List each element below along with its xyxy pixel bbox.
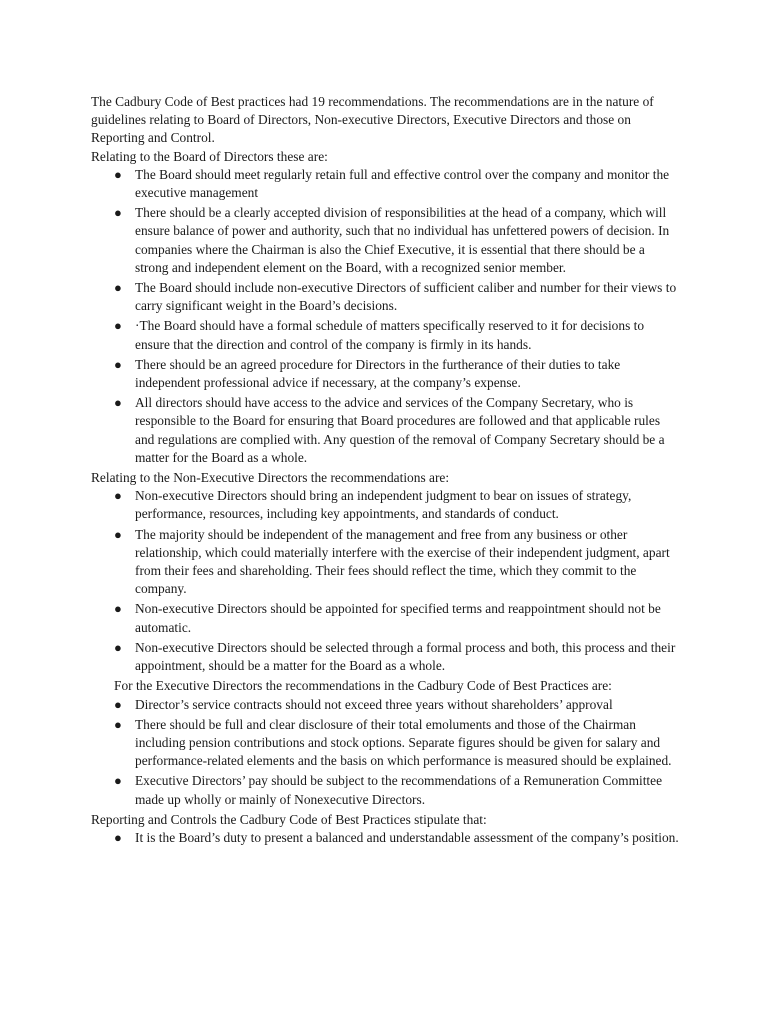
intro-paragraph: The Cadbury Code of Best practices had 19 recommendations. The recommendations are in the nature of guidelines relating to Board of Directors, Non-executive Directors, Executive Directors and those on Reporting and Control.	[91, 94, 654, 146]
board-heading: Relating to the Board of Directors these are:	[91, 148, 328, 164]
nonexec-list	[91, 487, 681, 675]
list-item	[91, 279, 681, 315]
list-item-text: Non-executive Directors should be selected through a formal process and both, this process and their appointment, should be a matter for the Board as a whole.	[135, 639, 676, 674]
reporting-list	[91, 829, 681, 847]
bullet-icon: ●	[114, 696, 122, 712]
bullet-icon: ●	[114, 166, 122, 182]
list-item-text: Non-executive Directors should bring an independent judgment to bear on issues of strategy, performance, resources, including key appointments, and standards of conduct.	[135, 488, 632, 522]
bullet-icon: ●	[114, 829, 122, 845]
list-item	[91, 394, 681, 467]
bullet-icon: ●	[114, 318, 122, 334]
list-item-text: There should be a clearly accepted division of responsibilities at the head of a company, which will ensure balance of power and authority, such that no individual has unfettered powers of decision. In companies where the Chairman is also the Chief Executive, it is essential that there should be a strong and independent element on the Board, with a recognized senior member.	[135, 205, 670, 275]
list-item	[91, 829, 681, 847]
list-item-text: All directors should have access to the advice and services of the Company Secretary, who is responsible to the Board for ensuring that Board procedures are followed and that applicable rules and regulations are complied with. Any question of the removal of Company Secretary should be a matter for the Board as a whole.	[135, 395, 665, 465]
list-item	[91, 772, 681, 808]
list-item	[91, 356, 681, 392]
bullet-icon: ●	[114, 488, 122, 504]
list-item-text: It is the Board’s duty to present a balanced and understandable assessment of the company’s position.	[135, 829, 679, 845]
reporting-heading: Reporting and Controls the Cadbury Code of Best Practices stipulate that:	[91, 811, 487, 827]
list-item	[91, 317, 681, 353]
list-item-text: There should be an agreed procedure for Directors in the furtherance of their duties to take independent professional advice if necessary, at the company’s expense.	[135, 356, 621, 391]
list-item-text: There should be full and clear disclosure of their total emoluments and those of the Chairman including pension contributions and stock options. Separate figures should be given for salary and performance-related elements and the basis on which performance is measured should be explained.	[135, 716, 672, 769]
list-item	[91, 204, 681, 277]
list-item-text: The Board should include non-executive Directors of sufficient caliber and number for their views to carry significant weight in the Board’s decisions.	[135, 280, 677, 314]
list-item-text: Executive Directors’ pay should be subject to the recommendations of a Remuneration Committee made up wholly or mainly of Nonexecutive Directors.	[135, 773, 663, 807]
exec-heading: For the Executive Directors the recommendations in the Cadbury Code of Best Practices are:	[114, 678, 612, 694]
list-item-text: The Board should meet regularly retain full and effective control over the company and monitor the executive management	[135, 166, 670, 201]
bullet-icon: ●	[114, 773, 122, 789]
list-item	[91, 696, 681, 714]
board-list	[91, 166, 681, 467]
document-body	[91, 93, 681, 849]
list-item-text: ·The Board should have a formal schedule of matters specifically reserved to it for decisions to ensure that the direction and control of the company is firmly in its hands.	[135, 318, 645, 352]
bullet-icon: ●	[114, 280, 122, 296]
bullet-icon: ●	[114, 205, 122, 221]
bullet-icon: ●	[114, 395, 122, 411]
bullet-icon: ●	[114, 526, 122, 542]
list-item	[91, 526, 681, 599]
list-item-text: The majority should be independent of the management and free from any business or other relationship, which could materially interfere with the exercise of their independent judgment, apart from their fees and shareholding. Their fees should reflect the time, which they commit to the company.	[135, 526, 670, 597]
list-item	[91, 166, 681, 202]
bullet-icon: ●	[114, 716, 122, 732]
nonexec-heading: Relating to the Non-Executive Directors the recommendations are:	[91, 470, 450, 486]
list-item	[91, 487, 681, 523]
list-item	[91, 716, 681, 771]
exec-list	[91, 696, 681, 809]
list-item-text: Director’s service contracts should not exceed three years without shareholders’ approval	[135, 696, 613, 712]
bullet-icon: ●	[114, 601, 122, 617]
list-item-text: Non-executive Directors should be appointed for specified terms and reappointment should not be automatic.	[135, 601, 661, 635]
bullet-icon: ●	[114, 639, 122, 655]
list-item	[91, 639, 681, 675]
list-item	[91, 600, 681, 636]
bullet-icon: ●	[114, 356, 122, 372]
